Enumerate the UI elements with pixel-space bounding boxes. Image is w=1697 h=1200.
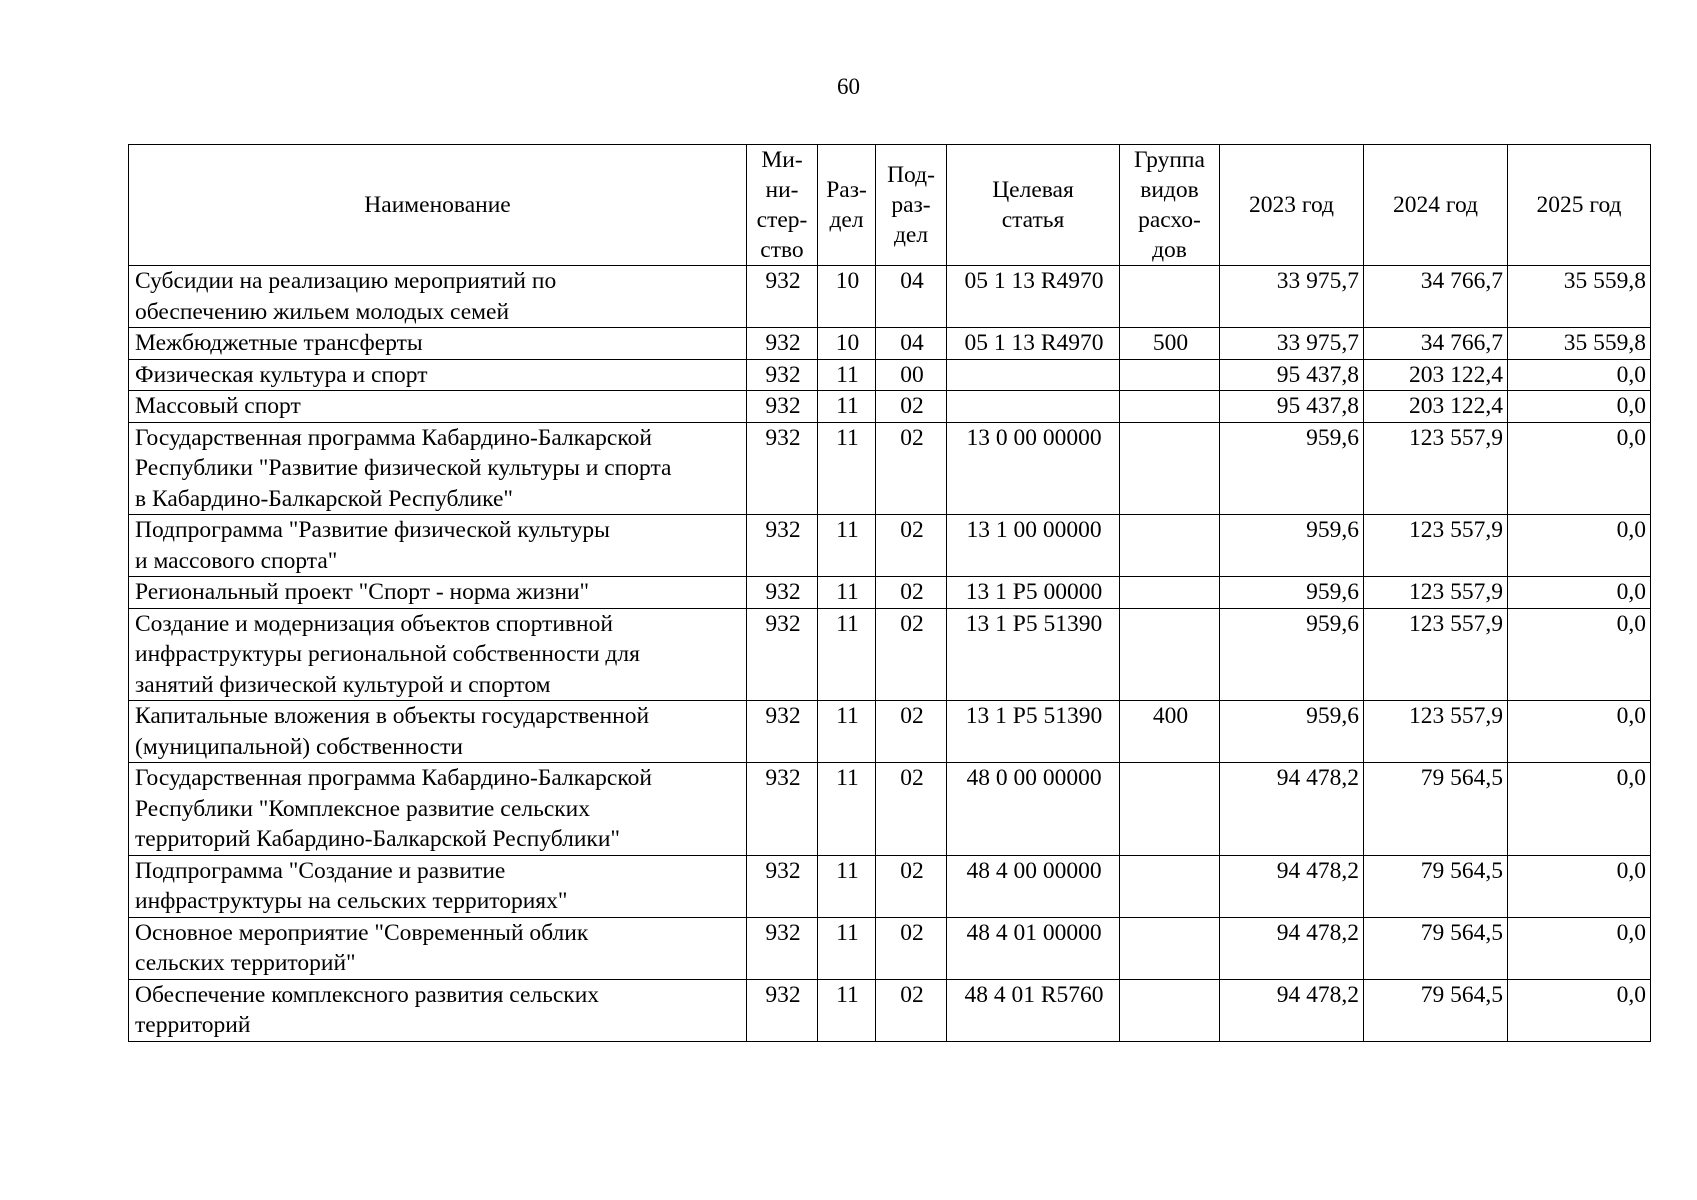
cell-section: 11 [818,855,876,917]
cell-2025: 0,0 [1508,515,1651,577]
table-row [129,422,1651,515]
cell-target: 13 1 P5 00000 [947,577,1120,609]
cell-name: Капитальные вложения в объекты государственной (муниципальной) собственности [129,701,747,763]
header-2023: 2023 год [1220,145,1364,266]
cell-ministry: 932 [747,266,818,328]
cell-2025: 0,0 [1508,577,1651,609]
cell-subsection: 02 [876,608,947,701]
cell-ministry: 932 [747,391,818,423]
cell-ministry: 932 [747,328,818,360]
cell-group [1120,608,1220,701]
cell-2023: 959,6 [1220,608,1364,701]
cell-ministry: 932 [747,577,818,609]
cell-ministry: 932 [747,917,818,979]
cell-target [947,359,1120,391]
header-section: Раз- дел [818,145,876,266]
cell-name: Физическая культура и спорт [129,359,747,391]
cell-2025: 35 559,8 [1508,328,1651,360]
cell-group: 500 [1120,328,1220,360]
cell-2025: 0,0 [1508,608,1651,701]
cell-2025: 0,0 [1508,917,1651,979]
cell-2023: 95 437,8 [1220,391,1364,423]
cell-section: 11 [818,577,876,609]
cell-2024: 203 122,4 [1364,391,1508,423]
cell-2024: 34 766,7 [1364,266,1508,328]
cell-name: Государственная программа Кабардино-Балкарской Республики "Развитие физической культуры и спорта в Кабардино-Балкарской Республике" [129,422,747,515]
cell-group [1120,515,1220,577]
cell-section: 11 [818,359,876,391]
table-row [129,391,1651,423]
cell-target: 48 4 01 R5760 [947,979,1120,1041]
cell-subsection: 00 [876,359,947,391]
cell-ministry: 932 [747,763,818,856]
cell-2025: 0,0 [1508,359,1651,391]
cell-section: 11 [818,979,876,1041]
cell-target: 48 0 00 00000 [947,763,1120,856]
cell-subsection: 02 [876,763,947,856]
cell-target: 48 4 01 00000 [947,917,1120,979]
cell-name: Подпрограмма "Развитие физической культуры и массового спорта" [129,515,747,577]
cell-subsection: 02 [876,855,947,917]
table-body [129,266,1651,1042]
table-row [129,266,1651,328]
cell-2025: 0,0 [1508,422,1651,515]
cell-group: 400 [1120,701,1220,763]
cell-2025: 0,0 [1508,391,1651,423]
cell-name: Обеспечение комплексного развития сельских территорий [129,979,747,1041]
cell-group [1120,391,1220,423]
cell-2024: 79 564,5 [1364,855,1508,917]
cell-2024: 203 122,4 [1364,359,1508,391]
table-row [129,608,1651,701]
cell-section: 10 [818,328,876,360]
header-target-article: Целевая статья [947,145,1120,266]
cell-subsection: 02 [876,979,947,1041]
table-row [129,701,1651,763]
cell-section: 11 [818,515,876,577]
cell-group [1120,422,1220,515]
table-row [129,577,1651,609]
cell-2023: 94 478,2 [1220,917,1364,979]
header-ministry: Ми- ни- стер- ство [747,145,818,266]
cell-subsection: 02 [876,515,947,577]
table-row [129,855,1651,917]
cell-2023: 94 478,2 [1220,979,1364,1041]
cell-ministry: 932 [747,855,818,917]
cell-2024: 123 557,9 [1364,701,1508,763]
cell-subsection: 02 [876,391,947,423]
cell-2025: 0,0 [1508,763,1651,856]
cell-target: 13 1 00 00000 [947,515,1120,577]
cell-2025: 0,0 [1508,701,1651,763]
table-row [129,359,1651,391]
cell-ministry: 932 [747,422,818,515]
cell-2023: 94 478,2 [1220,763,1364,856]
cell-group [1120,266,1220,328]
cell-target: 13 0 00 00000 [947,422,1120,515]
cell-section: 11 [818,917,876,979]
table-row [129,515,1651,577]
cell-ministry: 932 [747,701,818,763]
cell-section: 10 [818,266,876,328]
cell-target: 05 1 13 R4970 [947,328,1120,360]
cell-group [1120,979,1220,1041]
cell-subsection: 02 [876,422,947,515]
cell-group [1120,763,1220,856]
cell-ministry: 932 [747,515,818,577]
cell-section: 11 [818,608,876,701]
header-expense-group: Группа видов расхо- дов [1120,145,1220,266]
cell-target [947,391,1120,423]
cell-name: Субсидии на реализацию мероприятий по обеспечению жильем молодых семей [129,266,747,328]
cell-ministry: 932 [747,979,818,1041]
cell-2023: 33 975,7 [1220,266,1364,328]
cell-target: 48 4 00 00000 [947,855,1120,917]
cell-group [1120,855,1220,917]
cell-subsection: 02 [876,577,947,609]
table-row [129,328,1651,360]
cell-name: Массовый спорт [129,391,747,423]
cell-2023: 959,6 [1220,422,1364,515]
header-name: Наименование [129,145,747,266]
cell-subsection: 02 [876,701,947,763]
cell-section: 11 [818,391,876,423]
cell-name: Создание и модернизация объектов спортивной инфраструктуры региональной собственности для занятий физической культурой и спортом [129,608,747,701]
cell-2024: 123 557,9 [1364,577,1508,609]
cell-subsection: 04 [876,266,947,328]
page-number: 60 [837,74,860,99]
cell-2024: 79 564,5 [1364,979,1508,1041]
cell-target: 05 1 13 R4970 [947,266,1120,328]
table-row [129,917,1651,979]
cell-2023: 959,6 [1220,577,1364,609]
cell-2024: 123 557,9 [1364,608,1508,701]
table-row [129,763,1651,856]
table-row [129,979,1651,1041]
header-2024: 2024 год [1364,145,1508,266]
cell-section: 11 [818,763,876,856]
cell-group [1120,359,1220,391]
cell-2025: 0,0 [1508,979,1651,1041]
cell-2024: 123 557,9 [1364,422,1508,515]
cell-2023: 959,6 [1220,515,1364,577]
cell-name: Межбюджетные трансферты [129,328,747,360]
cell-2024: 34 766,7 [1364,328,1508,360]
cell-name: Государственная программа Кабардино-Балкарской Республики "Комплексное развитие сельских территорий Кабардино-Балкарской Республики" [129,763,747,856]
cell-name: Региональный проект "Спорт - норма жизни" [129,577,747,609]
cell-name: Подпрограмма "Создание и развитие инфраструктуры на сельских территориях" [129,855,747,917]
cell-ministry: 932 [747,359,818,391]
cell-subsection: 04 [876,328,947,360]
budget-table [128,144,1651,1042]
table-header-row [129,145,1651,266]
header-subsection: Под- раз- дел [876,145,947,266]
cell-2023: 959,6 [1220,701,1364,763]
header-2025: 2025 год [1508,145,1651,266]
cell-group [1120,917,1220,979]
cell-group [1120,577,1220,609]
cell-section: 11 [818,701,876,763]
cell-2025: 35 559,8 [1508,266,1651,328]
cell-subsection: 02 [876,917,947,979]
cell-2024: 79 564,5 [1364,763,1508,856]
cell-2023: 33 975,7 [1220,328,1364,360]
cell-2024: 123 557,9 [1364,515,1508,577]
cell-target: 13 1 P5 51390 [947,701,1120,763]
cell-2023: 94 478,2 [1220,855,1364,917]
cell-2024: 79 564,5 [1364,917,1508,979]
cell-name: Основное мероприятие "Современный облик сельских территорий" [129,917,747,979]
cell-2023: 95 437,8 [1220,359,1364,391]
cell-ministry: 932 [747,608,818,701]
cell-section: 11 [818,422,876,515]
cell-target: 13 1 P5 51390 [947,608,1120,701]
cell-2025: 0,0 [1508,855,1651,917]
